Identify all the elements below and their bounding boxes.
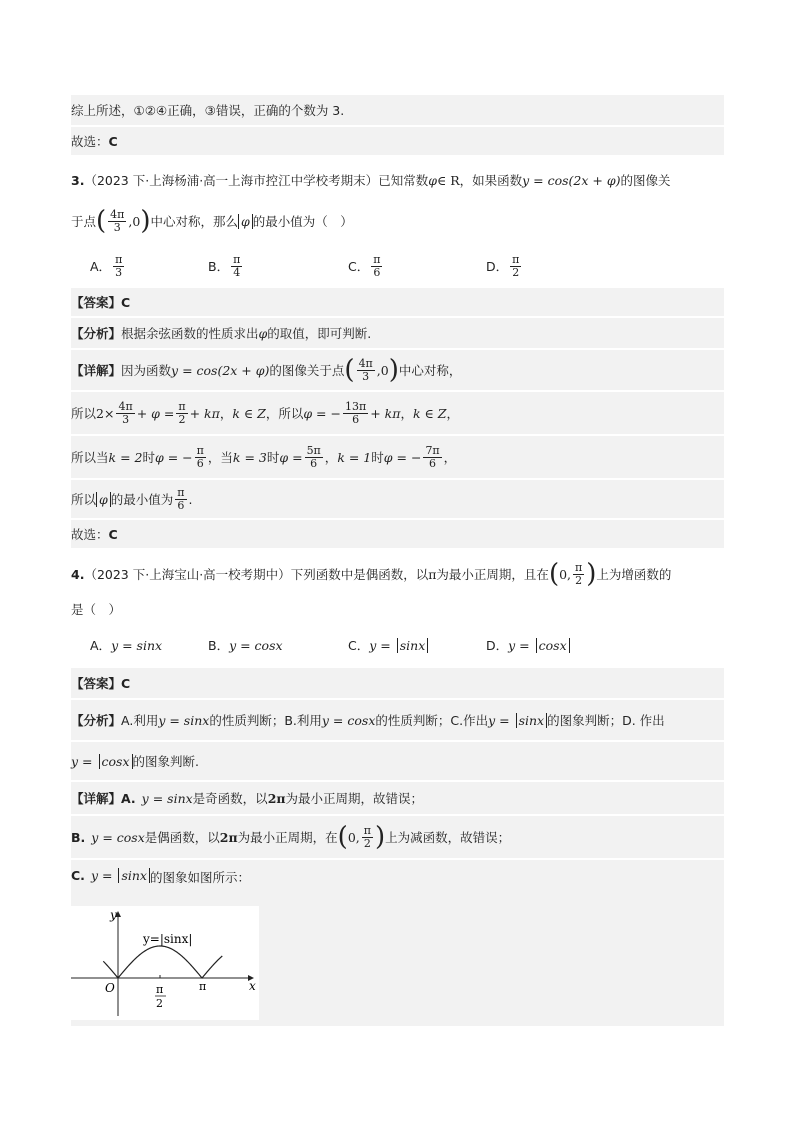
q3-option-d[interactable]: D． $\frac{\pi}{2}$ (486, 252, 520, 279)
abs-sin-graph (71, 906, 259, 1020)
q4-option-c[interactable]: C． y = sinx (348, 632, 428, 658)
q4-analysis-line1: 【分析】 A.利用 y = sinx 的性质判断；B.利用 y = cosx 的性质判断；C.作出 y = sinx 的图象判断；D. 作出 (71, 700, 724, 740)
q3-detail-line4: 所以 φ 的最小值为 $\frac{\pi}{6}$ . (71, 480, 724, 518)
q3-detail-line2: 所以 2× $\frac{4\pi}{3}$ + φ = $\frac{\pi}{2}$ + kπ ， k ∈ Z ，所以 φ = − $\frac{13\pi}{6}$ + kπ ， k ∈ Z ， (71, 392, 724, 434)
q4-answer: 【答案】 C (71, 668, 724, 698)
q3-stem-line2: 于点 ( $\frac{4\pi}{3}$ ,0 ) 中心对称，那么 φ 的最小值为（ ） (71, 206, 353, 236)
q3-option-c[interactable]: C． $\frac{\pi}{6}$ (348, 252, 381, 279)
tick-pi-label: π (199, 980, 207, 993)
q3-option-b[interactable]: B． $\frac{\pi}{4}$ (208, 252, 241, 279)
x-axis-label: x (249, 979, 256, 993)
q4-stem-line2: 是（ ） (71, 602, 122, 617)
q3-stem-line1: 3 . （2023 下·上海杨浦·高一上海市控江中学校考期末） 已知常数 φ ∈ R ，如果函数 y = cos(2x + φ) 的图像关 (71, 172, 671, 188)
q3-number: 3 (71, 172, 80, 188)
q4-stem-line1: 4 . （2023 下·上海宝山·高一校考期中） 下列函数中是偶函数，以 π 为最小正周期，且在 ( 0, $\frac{\pi}{2}$ ) 上为增函数的 (71, 559, 672, 589)
q4-detail-a: 【详解】 A. y = sinx 是奇函数，以 2π 为最小正周期，故错误； (71, 782, 724, 814)
summary-choose: 故选： C (71, 127, 724, 155)
curve-label: y=|sinx| (143, 932, 193, 946)
origin-label: O (105, 981, 115, 995)
q4-detail-c: C. y = sinx 的图象如图所示： (71, 860, 724, 1026)
abs-sin-graph-svg (71, 906, 259, 1020)
q3-analysis: 【分析】 根据余弦函数的性质求出 φ 的取值，即可判断. (71, 318, 724, 348)
tick-half-pi-num: π (156, 983, 164, 996)
abs-sin-curve (103, 946, 222, 978)
q3-choose: 故选： C (71, 520, 724, 548)
q4-option-a[interactable]: A． y = sinx (90, 637, 163, 653)
q3-source: （2023 下·上海杨浦·高一上海市控江中学校考期末） (84, 173, 379, 188)
summary-text: 综上所述，①②④正确，③错误，正确的个数为 3. (71, 103, 345, 118)
q4-detail-b: B. y = cosx 是偶函数，以 2π 为最小正周期，在 ( 0, $\frac{\pi}{2}$ ) 上为减函数，故错误； (71, 816, 724, 858)
q3-option-a[interactable]: A． $\frac{\pi}{3}$ (90, 252, 123, 279)
q3-detail-line3: 所以当 k = 2 时 φ = − $\frac{\pi}{6}$ ，当 k = 3 时 φ = $\frac{5\pi}{6}$ ， k = 1 时 φ = − $\frac{7\pi}{6}$ ， (71, 436, 724, 478)
q3-detail-line1: 【详解】 因为函数 y = cos(2x + φ) 的图像关于点 ( $\frac{4\pi}{3}$ ,0 ) 中心对称， (71, 350, 724, 390)
q4-option-b[interactable]: B． y = cosx (208, 637, 283, 653)
q4-analysis-line2: y = cosx 的图象判断. (71, 742, 724, 780)
q4-option-d[interactable]: D． y = cosx (486, 632, 570, 658)
q3-answer: 【答案】 C (71, 288, 724, 316)
summary-line (71, 95, 724, 125)
y-axis-label: y (110, 908, 117, 922)
tick-half-pi-den: 2 (156, 997, 163, 1010)
